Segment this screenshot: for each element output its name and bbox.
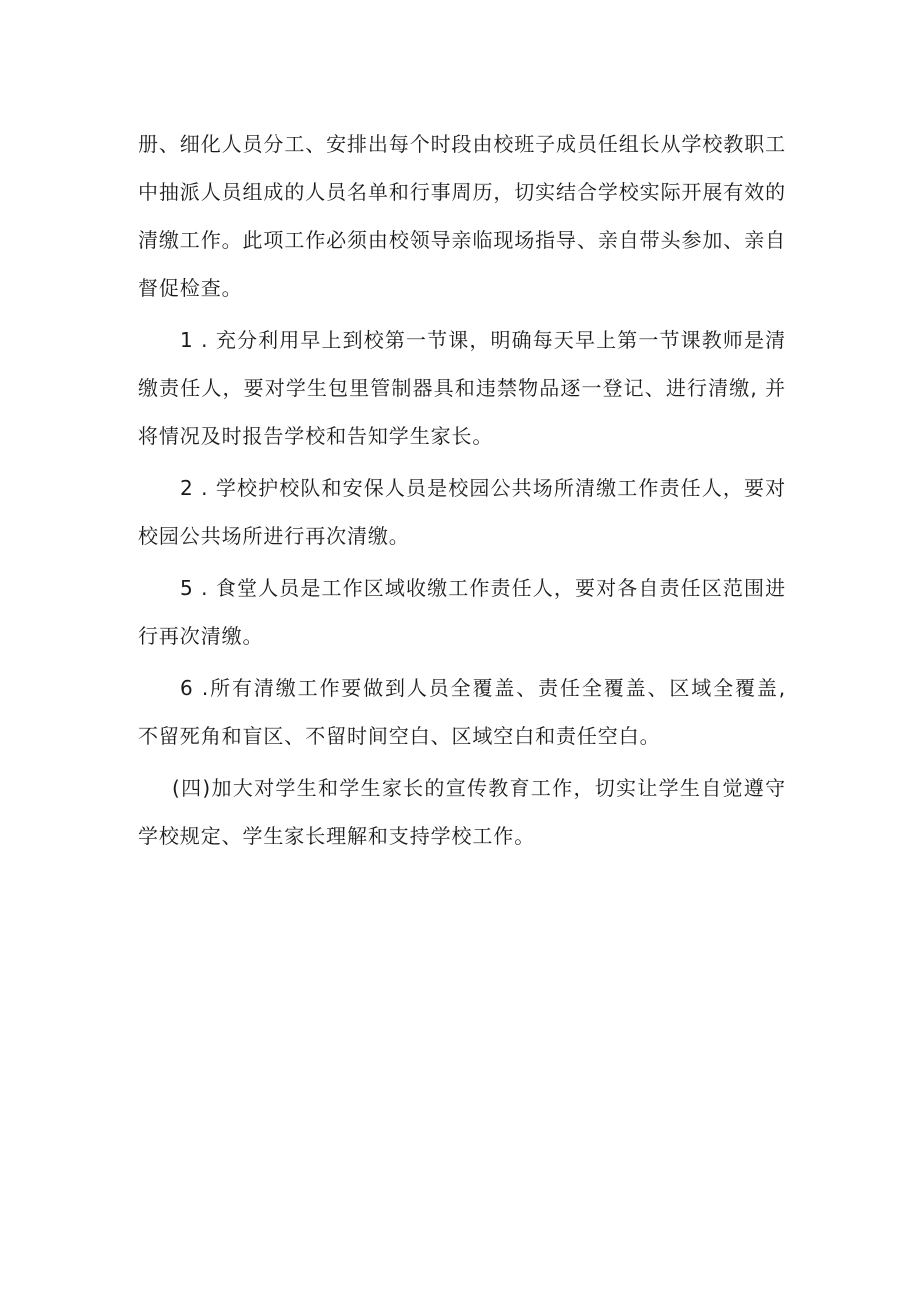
document-body (138, 120, 786, 864)
paragraph-continuation: 册、细化人员分工、安排出每个时段由校班子成员任组长从学校教职工中抽派人员组成的人员名单和行事周历，切实结合学校实际开展有效的清缴工作。此项工作必须由校领导亲临现场指导、亲自带头参加、亲自督促检查。 (138, 132, 786, 300)
paragraph-section-4: (四)加大对学生和学生家长的宣传教育工作，切实让学生自觉遵守学校规定、学生家长理解和支持学校工作。 (138, 776, 786, 848)
paragraph-item-1: 1 . 充分利用早上到校第一节课，明确每天早上第一节课教师是清缴责任人，要对学生包里管制器具和违禁物品逐一登记、进行清缴, 并将情况及时报告学校和告知学生家长。 (138, 328, 786, 448)
paragraph-item-6: 6 .所有清缴工作要做到人员全覆盖、责任全覆盖、区域全覆盖, 不留死角和盲区、不留时间空白、区域空白和责任空白。 (138, 676, 786, 748)
paragraph-item-2: 2 . 学校护校队和安保人员是校园公共场所清缴工作责任人，要对校园公共场所进行再次清缴。 (138, 476, 786, 548)
paragraph-item-5: 5 . 食堂人员是工作区域收缴工作责任人，要对各自责任区范围进行再次清缴。 (138, 576, 786, 648)
